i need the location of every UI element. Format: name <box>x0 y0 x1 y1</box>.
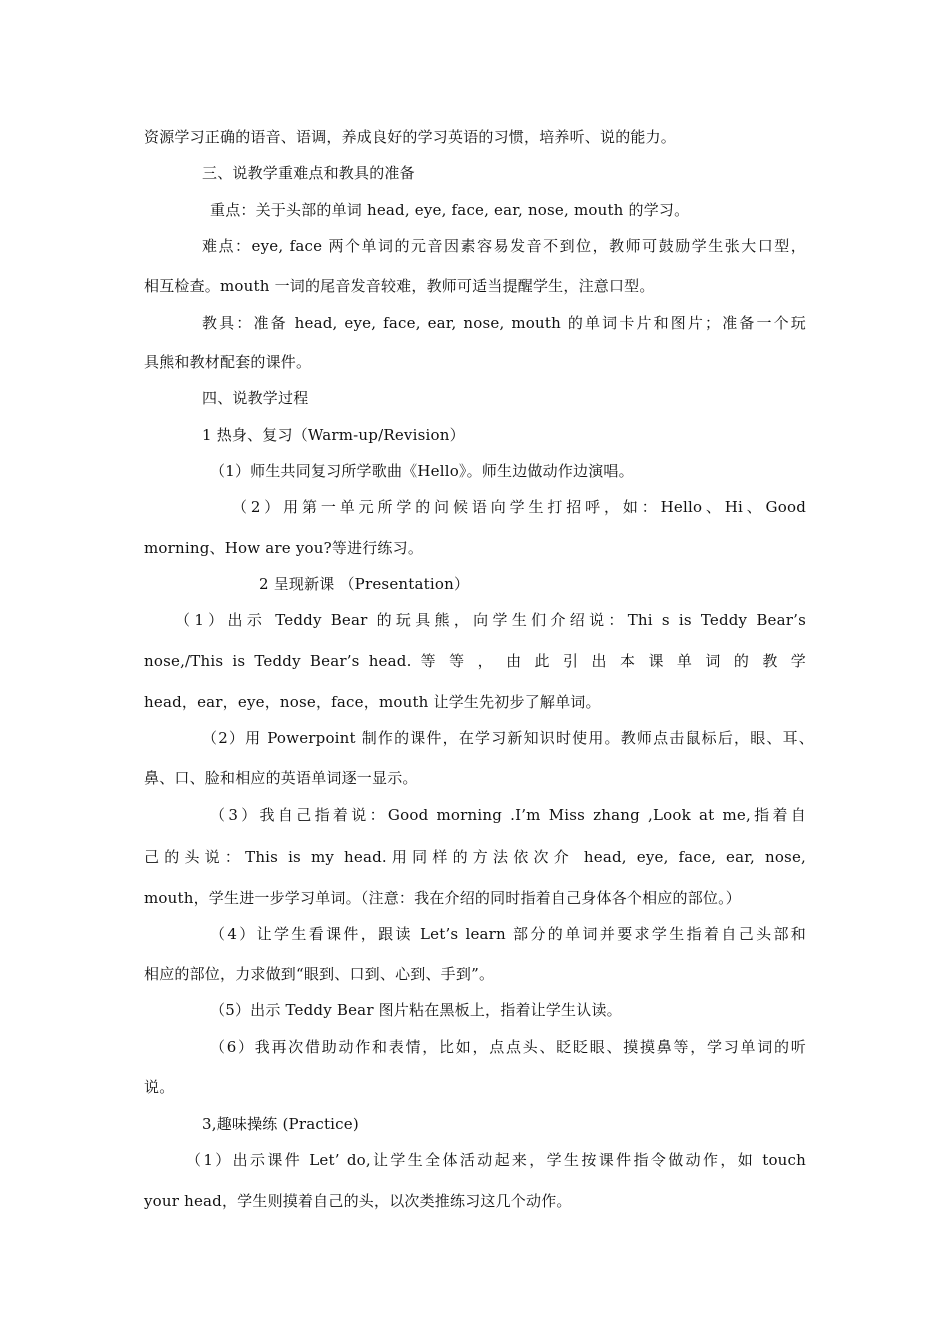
text-line: mouth，学生进一步学习单词。（注意：我在介绍的同时指着自己身体各个相应的部位。） <box>144 889 742 907</box>
text-line: 己的头说：This is my head.用同样的方法依次介 head, eye, face, ear, nose, <box>144 848 806 866</box>
text-line: 相应的部位，力求做到“眼到、口到、心到、手到”。 <box>144 965 495 983</box>
text-line: （6）我再次借助动作和表情，比如，点点头、眨眨眼、摸摸鼻等，学习单词的听 <box>210 1038 806 1056</box>
text-line: （5）出示 Teddy Bear 图片粘在黑板上，指着让学生认读。 <box>210 1001 622 1019</box>
text-line: （1）师生共同复习所学歌曲《Hello》。师生边做动作边演唱。 <box>210 462 634 480</box>
text-line: head，ear，eye，nose，face，mouth 让学生先初步了解单词。 <box>144 693 601 711</box>
text-line: 重点：关于头部的单词 head, eye, face, ear, nose, mouth 的学习。 <box>210 201 690 219</box>
subsection-heading: 3,趣味操练 (Practice) <box>202 1115 359 1133</box>
text-line: （2）用 Powerpoint 制作的课件，在学习新知识时使用。教师点击鼠标后，眼、耳、 <box>202 729 814 747</box>
section-heading: 四、说教学过程 <box>202 389 309 407</box>
text-line: 具熊和教材配套的课件。 <box>144 353 312 371</box>
text-line: （1）出示 Teddy Bear 的玩具熊，向学生们介绍说：Thi s is Teddy Bear’s <box>175 611 806 629</box>
text-line: （2）用第一单元所学的问候语向学生打招呼，如：Hello、Hi、Good <box>232 498 806 516</box>
subsection-heading: 1 热身、复习（Warm-up/Revision） <box>202 426 465 444</box>
text-line: nose,/This is Teddy Bear’s head. 等 等 ， 由 此 引 出 本 课 单 词 的 教 学 <box>144 652 806 670</box>
text-line: morning、How are you?等进行练习。 <box>144 539 424 557</box>
text-line: 鼻、口、脸和相应的英语单词逐一显示。 <box>144 769 418 787</box>
section-heading: 三、说教学重难点和教具的准备 <box>202 164 415 182</box>
text-line: （3）我自己指着说：Good morning .I’m Miss zhang ,Look at me,指着自 <box>210 806 806 824</box>
text-line: （1）出示课件 Let’ do,让学生全体活动起来，学生按课件指令做动作，如 touch <box>186 1151 806 1169</box>
text-line: 教具：准备 head, eye, face, ear, nose, mouth 的单词卡片和图片；准备一个玩 <box>202 314 806 332</box>
text-line: 资源学习正确的语音、语调，养成良好的学习英语的习惯，培养听、说的能力。 <box>144 128 677 146</box>
text-line: （4）让学生看课件，跟读 Let’s learn 部分的单词并要求学生指着自己头部和 <box>210 925 806 943</box>
text-line: 难点：eye, face 两个单词的元音因素容易发音不到位，教师可鼓励学生张大口型， <box>202 237 806 255</box>
subsection-heading: 2 呈现新课 （Presentation） <box>259 575 470 593</box>
text-line: 说。 <box>144 1078 175 1096</box>
text-line: 相互检查。mouth 一词的尾音发音较难，教师可适当提醒学生，注意口型。 <box>144 277 655 295</box>
text-line: your head，学生则摸着自己的头，以次类推练习这几个动作。 <box>144 1192 572 1210</box>
